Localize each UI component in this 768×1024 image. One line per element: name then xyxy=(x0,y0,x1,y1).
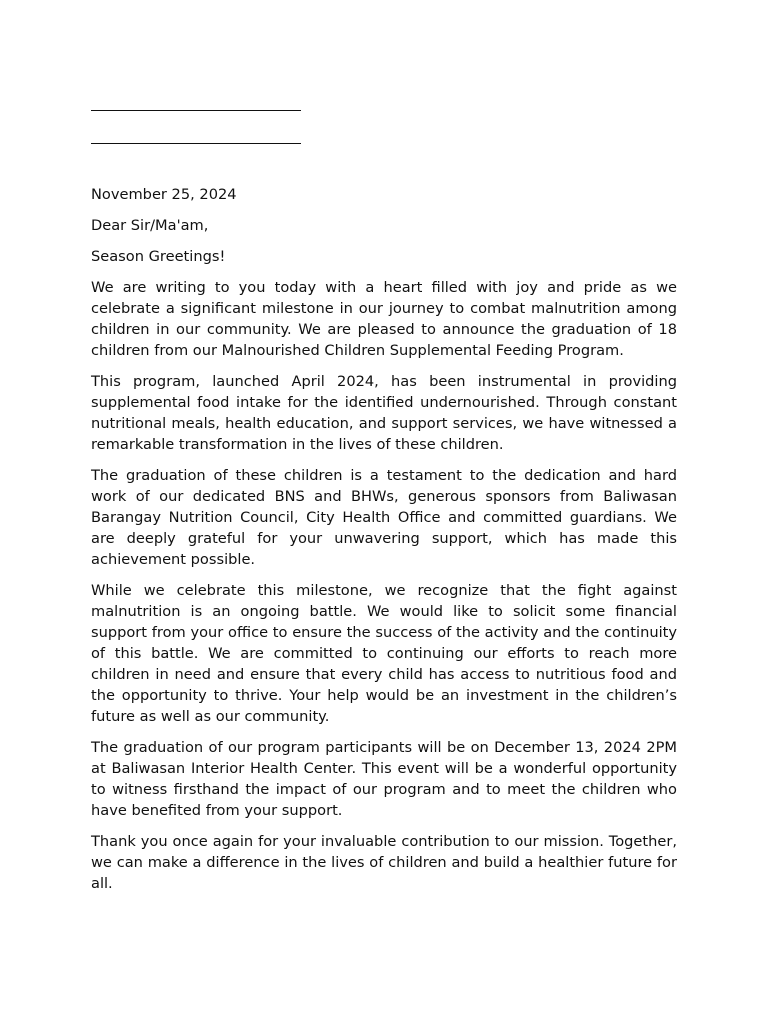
paragraph-program: This program, launched April 2024, has been instrumental in providing supplemental food intake for the identified undernourished. Through constant nutritional meals, health education, and support services, we have witnessed a remarkable transformation in the lives of these children. xyxy=(91,373,677,453)
paragraph-event-details: The graduation of our program participants will be on December 13, 2024 2PM at Baliwasan Interior Health Center. This event will be a wonderful opportunity to witness firsthand the impact of our program and to meet the children who have benefited from your support. xyxy=(91,739,677,819)
paragraph-gratitude: The graduation of these children is a testament to the dedication and hard work of our dedicated BNS and BHWs, generous sponsors from Baliwasan Barangay Nutrition Council, City Health Office and committed guardians. We are deeply grateful for your unwavering support, which has made this achievement possible. xyxy=(91,467,677,568)
recipient-name-blank-line xyxy=(91,110,301,111)
letter-body xyxy=(91,184,677,904)
paragraph-announcement: We are writing to you today with a heart filled with joy and pride as we celebrate a significant milestone in our journey to combat malnutrition among children in our community. We are pleased to announce the graduation of 18 children from our Malnourished Children Supplemental Feeding Program. xyxy=(91,279,677,359)
letter-salutation: Dear Sir/Ma'am, xyxy=(91,217,209,234)
paragraph-closing: Thank you once again for your invaluable contribution to our mission. Together, we can make a difference in the lives of children and build a healthier future for all. xyxy=(91,833,677,892)
letter-greeting: Season Greetings! xyxy=(91,248,226,265)
letter-date: November 25, 2024 xyxy=(91,186,237,203)
paragraph-solicitation: While we celebrate this milestone, we recognize that the fight against malnutrition is an ongoing battle. We would like to solicit some financial support from your office to ensure the success of the activity and the continuity of this battle. We are committed to continuing our efforts to reach more children in need and ensure that every child has access to nutritious food and the opportunity to thrive. Your help would be an investment in the children’s future as well as our community. xyxy=(91,582,677,725)
recipient-title-blank-line xyxy=(91,143,301,144)
